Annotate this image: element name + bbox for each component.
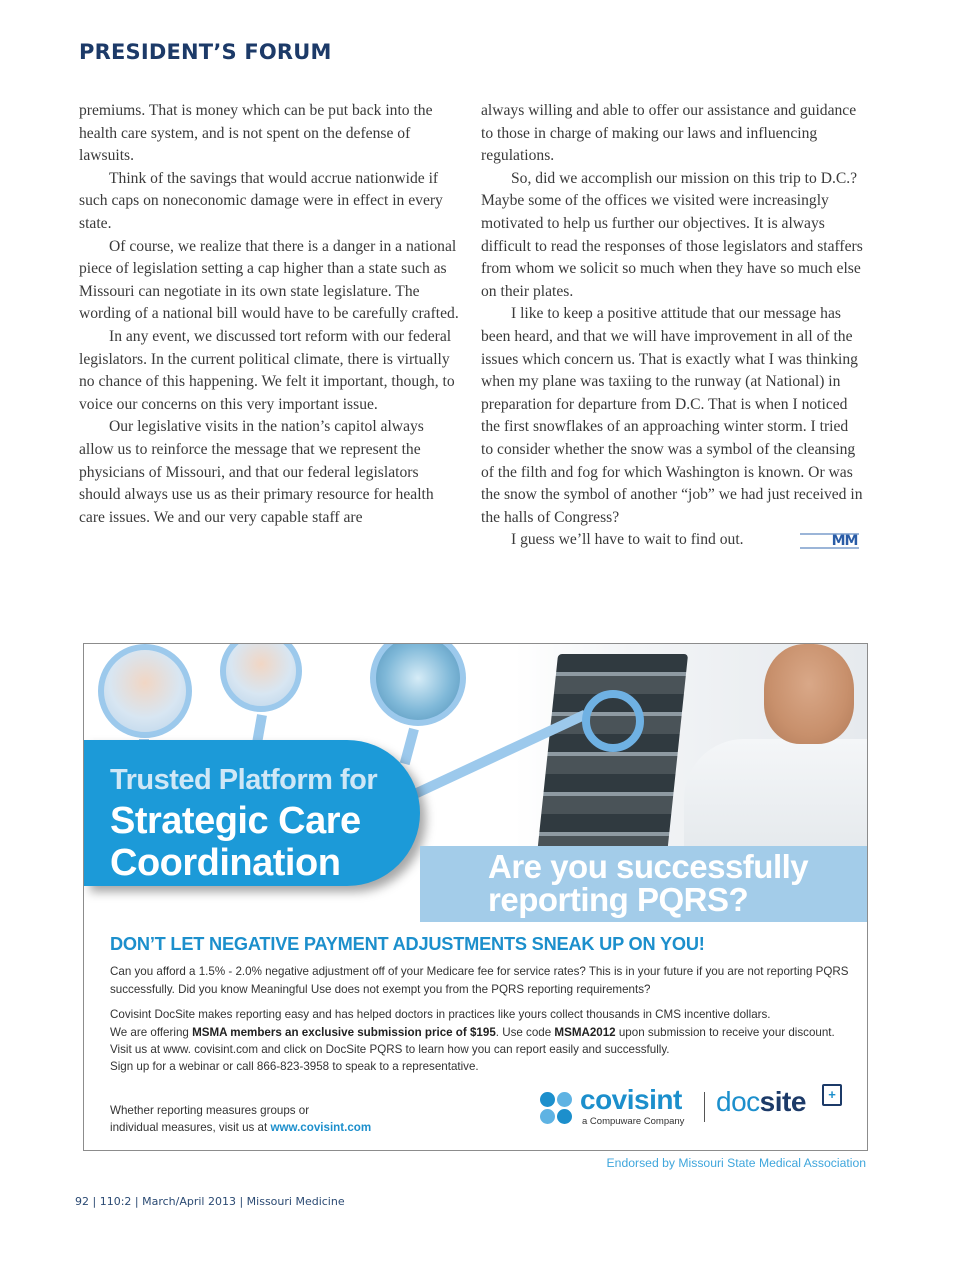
ad-text: We are offering: [110, 1025, 193, 1039]
paragraph: In any event, we discussed tort reform with our federal legislators. In the current political climate, there is virtually no chance of this happening. We felt it important, though, to voice our concerns on this very important issue.: [79, 327, 455, 413]
paragraph: always willing and able to offer our assistance and guidance to those in charge of making our laws and influencing regulations.: [481, 102, 857, 165]
ad-headline: DON’T LET NEGATIVE PAYMENT ADJUSTMENTS SNEAK UP ON YOU!: [110, 934, 705, 954]
paragraph: Think of the savings that would accrue nationwide if such caps on noneconomic damage were in effect in every state.: [79, 169, 443, 232]
logo-divider: [704, 1092, 705, 1122]
covisint-advertisement: [83, 643, 868, 1151]
closing-sentence: I guess we’ll have to wait to find out.: [511, 531, 744, 549]
ad-body: [110, 936, 850, 1084]
logo-area: [540, 1082, 850, 1132]
endorsement-note: Endorsed by Missouri State Medical Association: [606, 1156, 866, 1170]
ad-offer-bold: MSMA members an exclusive submission price of $195: [192, 1025, 496, 1039]
ad-line: Visit us at www. covisint.com and click on DocSite PQRS to learn how you can report easily and successfully.: [110, 1043, 670, 1057]
article-left-column: [79, 100, 461, 529]
article-right-column: [481, 100, 863, 552]
docsite-logo-light: doc: [716, 1086, 760, 1117]
covisint-logo: covisint: [580, 1084, 682, 1115]
section-title: PRESIDENT’S FORUM: [79, 40, 332, 64]
connector-line: [400, 728, 419, 765]
ad-paragraph-1: Can you afford a 1.5% - 2.0% negative adjustment off of your Medicare fee for service rates? This is in your future if you are not reporting PQRS successfully. Did you know Meaningful Use does not exempt you from the PQRS reporting requirements?: [110, 965, 849, 996]
ad-paragraph-2: [110, 1006, 850, 1076]
ad-promo-code: MSMA2012: [554, 1025, 616, 1039]
docsite-logo: [716, 1086, 806, 1118]
surgeons-photo-circle: [370, 643, 466, 726]
ad-text: . Use code: [495, 1025, 555, 1039]
ad-line: Covisint DocSite makes reporting easy and has helped doctors in practices like yours collect thousands in CMS incentive dollars.: [110, 1008, 771, 1022]
mm-end-mark-logo: MM: [800, 533, 860, 549]
paragraph: Our legislative visits in the nation’s capitol always allow us to reinforce the message that we represent the physicians of Missouri, and that our federal legislators should always use us as their primary resource for health care issues. We and our very capable staff are: [79, 418, 434, 526]
covisint-link[interactable]: www.covisint.com: [270, 1121, 372, 1135]
doctor-head-image: [764, 644, 854, 744]
panel-title: Strategic Care Coordination: [110, 800, 361, 884]
magnifier-ring: [582, 690, 644, 752]
page-footer: 92 | 110:2 | March/April 2013 | Missouri Medicine: [75, 1195, 345, 1208]
compuware-tagline: a Compuware Company: [582, 1116, 685, 1127]
paragraph: premiums. That is money which can be put back into the health care system, and is not spent on the defense of lawsuits.: [79, 102, 433, 165]
pqrs-question: Are you successfully reporting PQRS?: [488, 848, 809, 918]
ad-line: individual measures, visit us at: [110, 1121, 271, 1135]
paragraph: Of course, we realize that there is a danger in a national piece of legislation setting a cap higher than a state such as Missouri can negotiate in its own state legislature. The wording of a national bill would have to be carefully crafted.: [79, 237, 459, 323]
paragraph: I like to keep a positive attitude that our message has been heard, and that we will have improvement in all of the issues which concern us. That is exactly what I was thinking when my plane was taxiing to the runway (at National) in preparation for departure from D.C. That is when I noticed the first snowflakes of an approaching winter storm. I tried to consider whether the snow was a symbol of the cleansing of the filth and fog for which Washington is known. Or was the snow the symbol of another “job” we had just received in the halls of Congress?: [481, 305, 863, 526]
doctor-phone-photo-circle: [220, 643, 302, 712]
ad-line: Whether reporting measures groups or: [110, 1104, 310, 1117]
ad-text: upon submission to receive your discount.: [615, 1025, 835, 1039]
ad-visit-text: [110, 1102, 430, 1137]
covisint-dots-icon: [540, 1092, 574, 1126]
panel-subtitle: Trusted Platform for: [110, 764, 378, 796]
paragraph-last: [481, 529, 863, 552]
paragraph: So, did we accomplish our mission on this trip to D.C.? Maybe some of the offices we visited were increasingly motivated to help us further our objectives. It is always difficult to read the responses of those legislators and staffers from whom we solicit so much when they have so much else on their plates.: [481, 169, 863, 300]
nurse-photo-circle: [98, 644, 192, 738]
ad-line: Sign up for a webinar or call 866-823-3958 to speak to a representative.: [110, 1060, 479, 1074]
docsite-plus-icon: +: [822, 1084, 842, 1106]
docsite-logo-bold: site: [759, 1086, 806, 1117]
